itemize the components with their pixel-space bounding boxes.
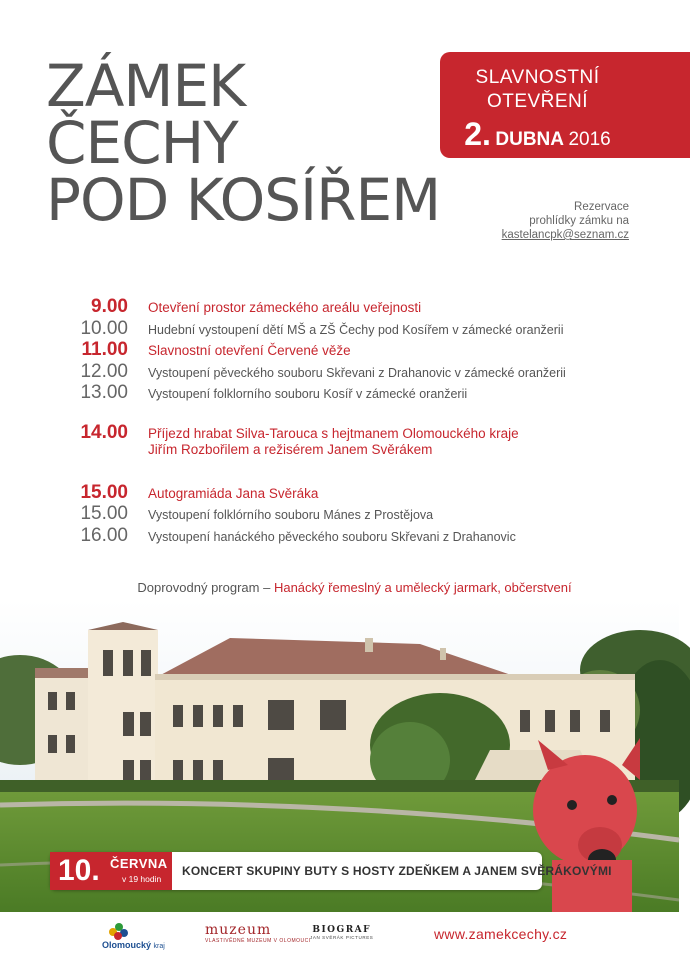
concert-text: KONCERT SKUPINY BUTY S HOSTY ZDEŇKEM A JANEM SVĚRÁKOVÝMI	[182, 864, 612, 878]
concert-hour: v 19 hodin	[122, 874, 162, 884]
biograf-logo	[310, 925, 373, 940]
olomoucky-kraj-logo	[102, 922, 172, 954]
schedule-text: Slavnostní otevření Červené věže	[148, 343, 351, 358]
logo-olomoucky-word: Olomoucký	[102, 940, 152, 950]
logo-kraj-word: kraj	[153, 943, 165, 950]
schedule-text-line-2: Jiřím Rozbořilem a režisérem Janem Svěrákem	[148, 441, 433, 457]
schedule-time: 14.00	[80, 421, 128, 443]
schedule-text-line-1: Příjezd hrabat Silva-Tarouca s hejtmanem Olomouckého kraje	[148, 425, 519, 441]
website-link[interactable]: www.zamekcechy.cz	[434, 926, 568, 942]
muzeum-logo-subtitle: VLASTIVĚDNÉ MUZEUM V OLOMOUCI	[205, 938, 311, 944]
concert-banner	[50, 852, 612, 890]
schedule-time: 15.00	[80, 503, 128, 524]
schedule-text: Hudební vystoupení dětí MŠ a ZŠ Čechy pod Kosířem v zámecké oranžerii	[148, 322, 564, 337]
schedule-time: 10.00	[80, 317, 128, 339]
footer-partners	[0, 912, 679, 960]
schedule-row	[60, 361, 640, 383]
schedule-row	[60, 482, 640, 504]
badge-line-1: SLAVNOSTNÍ	[475, 67, 600, 88]
flower-logo-icon	[104, 922, 134, 942]
biograf-logo-text: BIOGRAF	[312, 925, 372, 935]
schedule-text: Autogramiáda Jana Svěráka	[148, 485, 319, 501]
schedule-time: 11.00	[81, 339, 128, 360]
title-line-3: POD KOSÍŘEM	[46, 166, 441, 234]
side-program	[0, 580, 679, 595]
poster-title	[46, 52, 441, 234]
schedule-time: 13.00	[80, 382, 128, 403]
badge-line-2: OTEVŘENÍ	[486, 91, 589, 112]
reservation-line-2: prohlídky zámku na	[529, 215, 629, 227]
olomoucky-kraj-text	[102, 940, 165, 950]
schedule-text: Otevření prostor zámeckého areálu veřejnosti	[148, 300, 422, 315]
concert-month: ČERVNA	[110, 856, 168, 871]
badge-month: DUBNA	[495, 129, 564, 150]
opening-date-badge	[440, 52, 690, 158]
schedule-spacer	[60, 458, 640, 482]
reservation-line-1: Rezervace	[574, 201, 629, 213]
reservation-email-link[interactable]: kastelancpk@seznam.cz	[501, 229, 629, 241]
title-line-2: ČECHY	[46, 109, 238, 177]
schedule-row	[60, 422, 640, 458]
schedule-row	[60, 296, 640, 318]
biograf-logo-subtitle: JAN SVĚRÁK PICTURES	[310, 935, 374, 940]
schedule-row	[60, 503, 640, 525]
concert-date	[50, 852, 172, 890]
schedule-time: 12.00	[80, 360, 128, 382]
badge-year: 2016	[568, 129, 611, 150]
schedule-spacer	[60, 404, 640, 422]
side-program-label: Doprovodný program –	[137, 580, 271, 595]
badge-day: 2.	[464, 116, 491, 152]
program-schedule	[60, 296, 640, 546]
schedule-text: Vystoupení folklorního souboru Kosíř v zámecké oranžerii	[148, 387, 468, 401]
schedule-time: 9.00	[91, 296, 128, 317]
schedule-row	[60, 382, 640, 404]
schedule-row	[60, 318, 640, 340]
schedule-row	[60, 339, 640, 361]
muzeum-logo	[205, 922, 311, 944]
muzeum-logo-text: muzeum	[205, 922, 272, 938]
title-line-1: ZÁMEK	[46, 52, 246, 120]
schedule-time: 15.00	[80, 481, 128, 503]
schedule-text: Vystoupení hanáckého pěveckého souboru Skřevani z Drahanovic	[148, 529, 516, 544]
schedule-time: 16.00	[80, 524, 128, 546]
schedule-text	[148, 426, 519, 458]
schedule-row	[60, 525, 640, 547]
reservation-info	[502, 200, 629, 242]
side-program-text: Hanácký řemeslný a umělecký jarmark, občerstvení	[273, 580, 572, 595]
concert-day: 10.	[58, 854, 100, 887]
schedule-text: Vystoupení folklórního souboru Mánes z Prostějova	[148, 508, 434, 522]
badge-date	[440, 116, 635, 153]
schedule-text: Vystoupení pěveckého souboru Skřevani z Drahanovic v zámecké oranžerii	[148, 365, 566, 380]
